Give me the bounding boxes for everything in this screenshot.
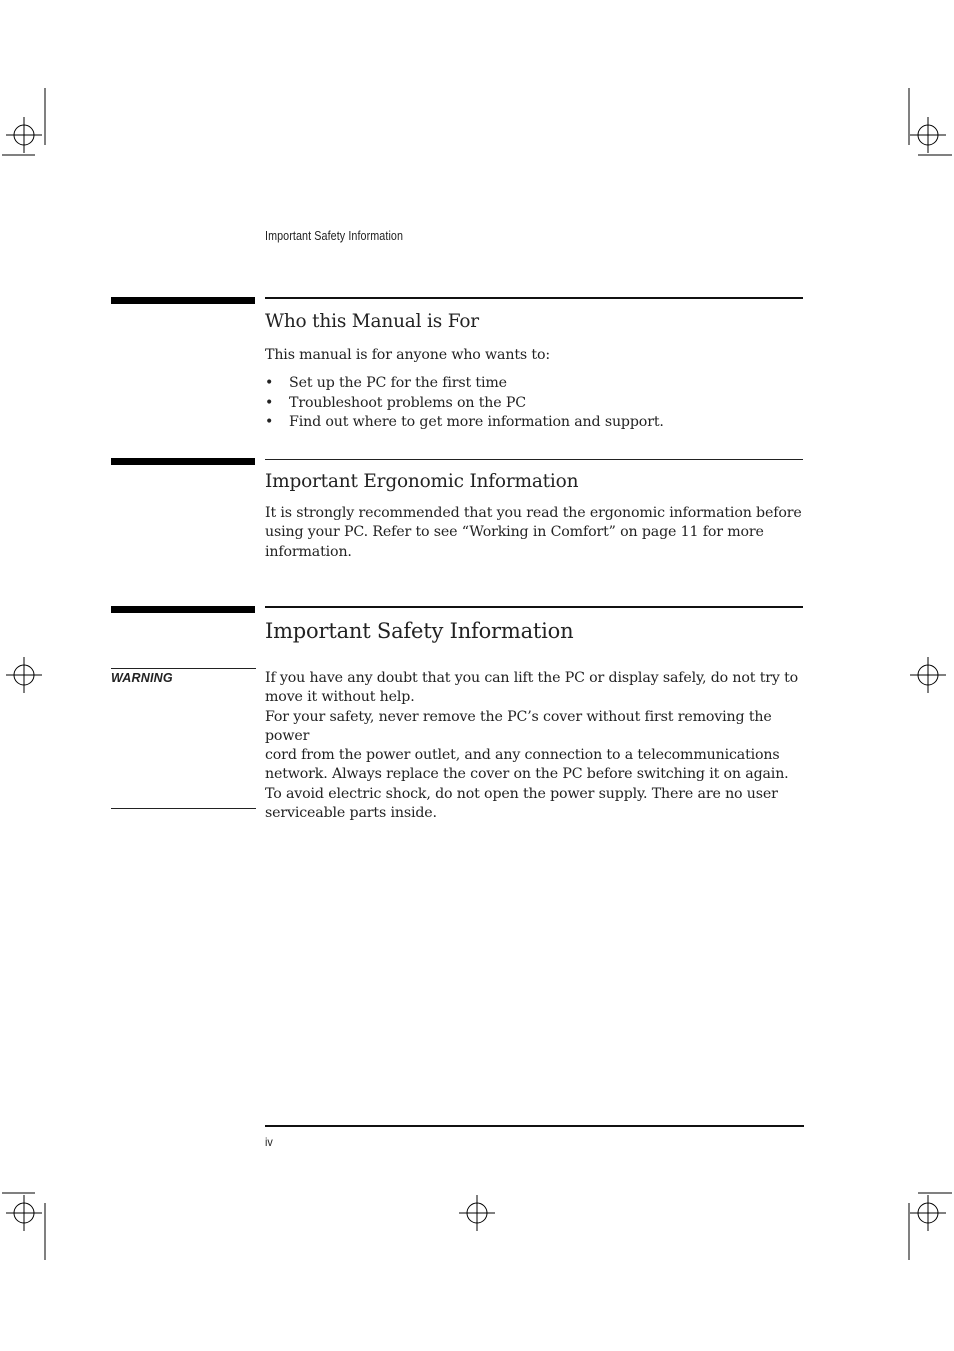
bullet-icon: •	[265, 414, 274, 430]
section-intro: This manual is for anyone who wants to:	[265, 347, 550, 363]
registration-mark-bottom-right	[910, 1195, 946, 1231]
section-rule	[265, 606, 803, 608]
registration-mark-middle-right	[910, 657, 946, 693]
list-item: • Find out where to get more information and support.	[265, 413, 805, 433]
registration-mark-bottom-left	[6, 1195, 42, 1231]
audience-list	[265, 374, 805, 433]
section-rule	[265, 459, 803, 460]
section-bar	[111, 297, 255, 304]
registration-mark-middle-left	[6, 657, 42, 693]
bullet-icon: •	[265, 394, 274, 411]
registration-mark-top-right	[910, 117, 946, 153]
list-item: • Troubleshoot problems on the PC	[265, 394, 805, 414]
section-title-ergonomic: Important Ergonomic Information	[265, 471, 579, 492]
section-bar	[111, 606, 255, 613]
registration-mark-top-left	[6, 117, 42, 153]
warning-bottom-rule	[111, 808, 256, 809]
running-head: Important Safety Information	[265, 229, 404, 243]
ergonomic-paragraph: It is strongly recommended that you read the ergonomic information before using your PC. Refer to see “Working in Comfort” on page 11 for more information.	[265, 505, 802, 560]
section-rule	[265, 297, 803, 299]
warning-label: WARNING	[111, 671, 173, 685]
footer-rule	[265, 1125, 804, 1127]
warning-text: If you have any doubt that you can lift the PC or display safely, do not try to move it without help. For your safety, never remove the PC’s cover without first removing the power cord from the power outlet, and any connection to a telecommunications network. Always replace the cover on the PC before switching it on again. To avoid electric shock, do not open the power supply. There are no user serviceable parts inside.	[265, 670, 799, 822]
warning-top-rule	[111, 668, 256, 669]
bullet-icon: •	[265, 375, 274, 391]
section-title-who-manual-is-for: Who this Manual is For	[265, 311, 479, 332]
list-item: • Set up the PC for the first time	[265, 374, 805, 394]
section-bar	[111, 458, 255, 465]
page-number: iv	[265, 1135, 273, 1149]
registration-mark-bottom-center	[459, 1195, 495, 1231]
section-title-safety: Important Safety Information	[265, 619, 574, 643]
